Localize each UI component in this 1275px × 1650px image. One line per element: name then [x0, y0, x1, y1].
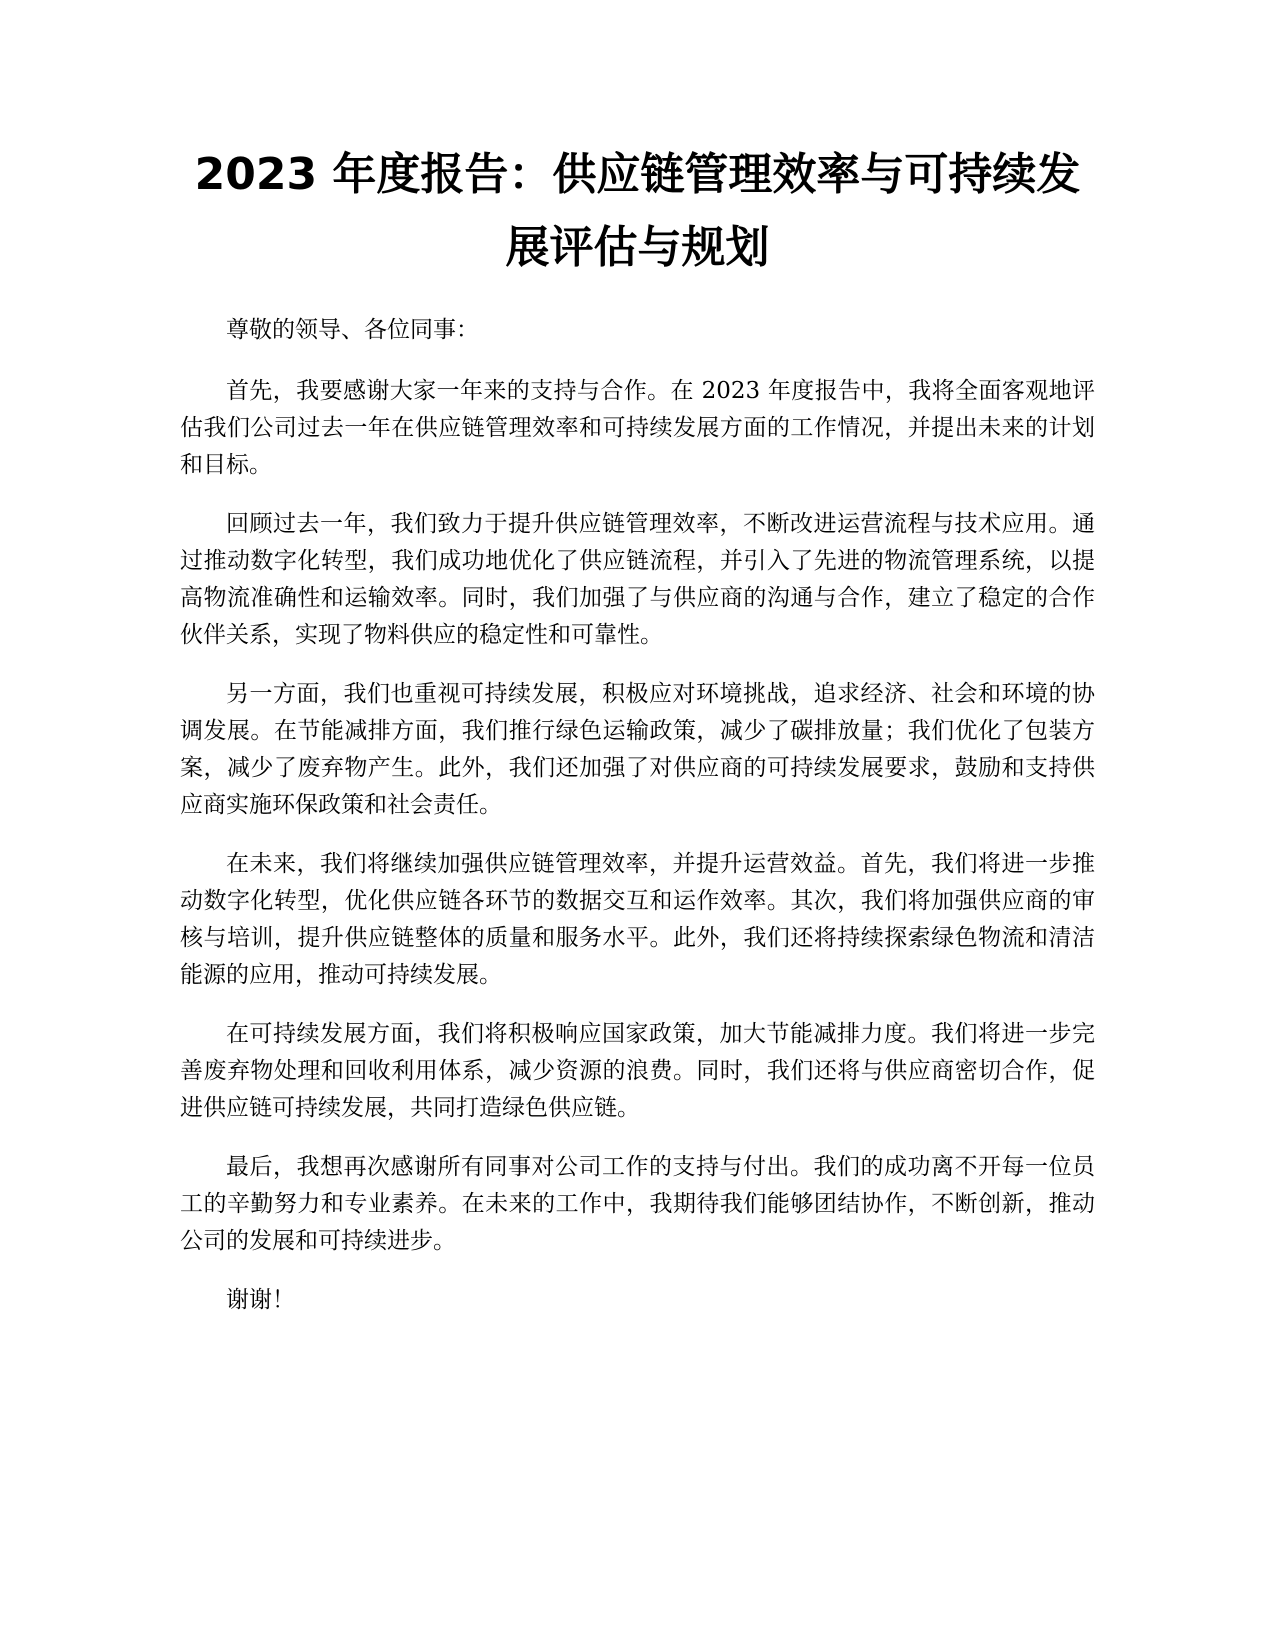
document-body: [180, 312, 1095, 1341]
greeting: 尊敬的领导、各位同事：: [226, 317, 479, 343]
closing: 谢谢！: [226, 1287, 295, 1313]
document-title: [180, 138, 1095, 284]
paragraph-sustainability-plan: 在可持续发展方面，我们将积极响应国家政策，加大节能减排力度。我们将进一步完善废弃物处理和回收利用体系，减少资源的浪费。同时，我们还将与供应商密切合作，促进供应链可持续发展，共同打造绿色供应链。: [180, 1021, 1095, 1121]
paragraph-future: 在未来，我们将继续加强供应链管理效率，并提升运营效益。首先，我们将进一步推动数字化转型，优化供应链各环节的数据交互和运作效率。其次，我们将加强供应商的审核与培训，提升供应链整体的质量和服务水平。此外，我们还将持续探索绿色物流和清洁能源的应用，推动可持续发展。: [180, 851, 1095, 988]
paragraph-sustainability: 另一方面，我们也重视可持续发展，积极应对环境挑战，追求经济、社会和环境的协调发展。在节能减排方面，我们推行绿色运输政策，减少了碳排放量；我们优化了包装方案，减少了废弃物产生。此外，我们还加强了对供应商的可持续发展要求，鼓励和支持供应商实施环保政策和社会责任。: [180, 681, 1095, 818]
paragraph-review: 回顾过去一年，我们致力于提升供应链管理效率，不断改进运营流程与技术应用。通过推动数字化转型，我们成功地优化了供应链流程，并引入了先进的物流管理系统，以提高物流准确性和运输效率。同时，我们加强了与供应商的沟通与合作，建立了稳定的合作伙伴关系，实现了物料供应的稳定性和可靠性。: [180, 511, 1095, 648]
paragraph-intro: 首先，我要感谢大家一年来的支持与合作。在 2023 年度报告中，我将全面客观地评估我们公司过去一年在供应链管理效率和可持续发展方面的工作情况，并提出未来的计划和目标。: [180, 378, 1095, 478]
title-line-2: 展评估与规划: [505, 222, 770, 273]
paragraph-thanks: 最后，我想再次感谢所有同事对公司工作的支持与付出。我们的成功离不开每一位员工的辛勤努力和专业素养。在未来的工作中，我期待我们能够团结协作，不断创新，推动公司的发展和可持续进步。: [180, 1154, 1095, 1254]
title-line-1: 2023 年度报告：供应链管理效率与可持续发: [194, 149, 1081, 200]
